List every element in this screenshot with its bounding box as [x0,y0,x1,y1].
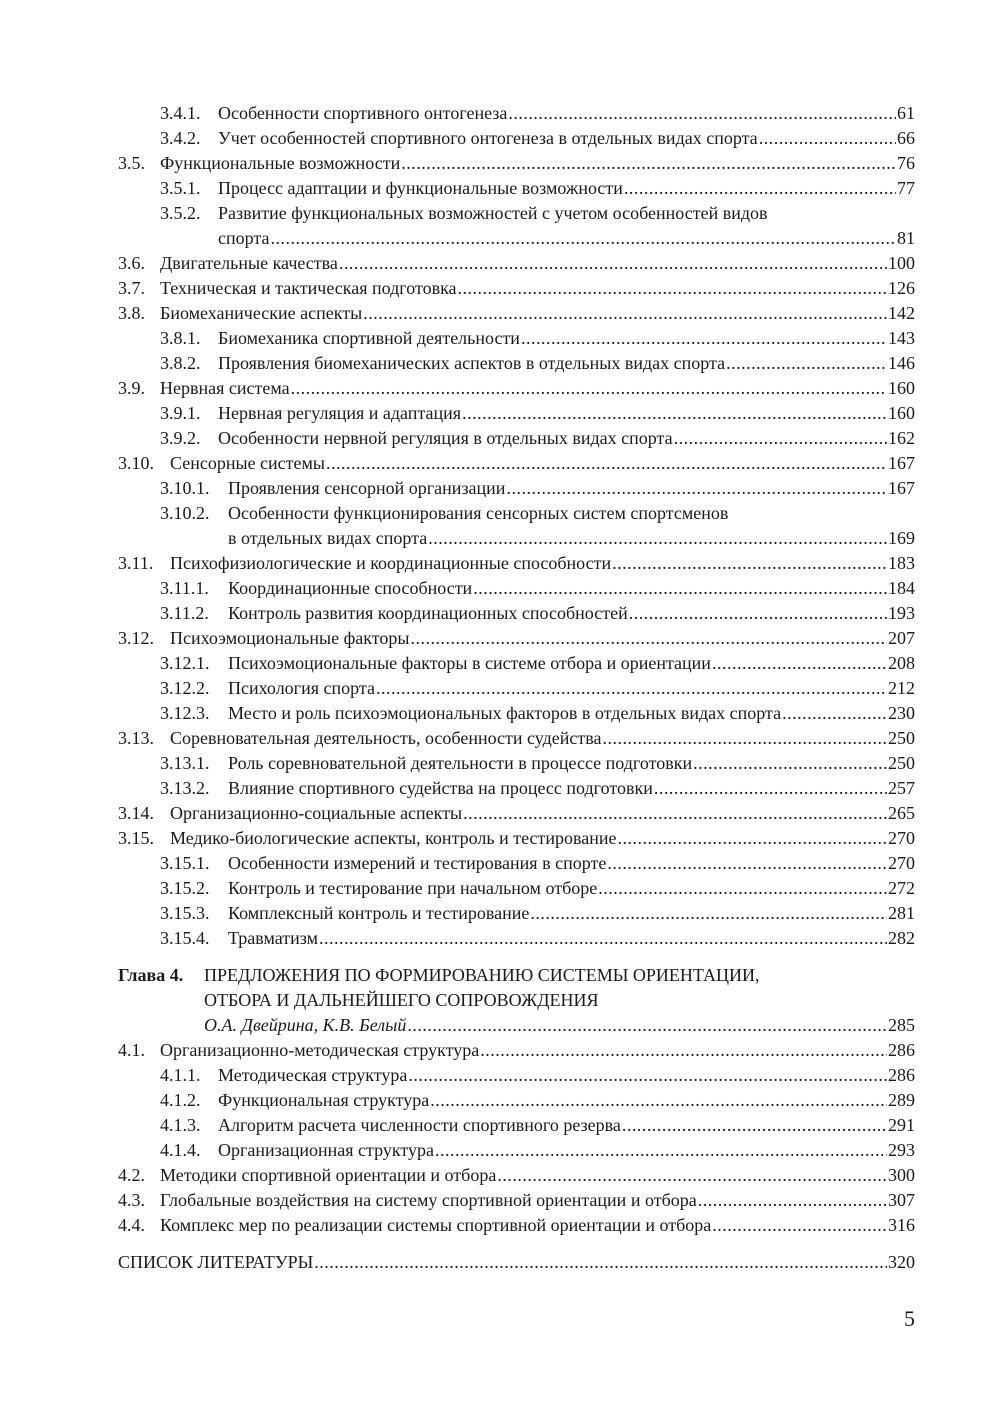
chapter-title-line: ПРЕДЛОЖЕНИЯ ПО ФОРМИРОВАНИЮ СИСТЕМЫ ОРИЕНТАЦИИ, [204,965,760,985]
page-number: 143 [888,328,915,348]
entry-number: 3.5.2. [160,203,201,223]
toc-entry[interactable] [118,826,915,851]
page-number: 250 [888,728,915,748]
entry-number: 3.9. [118,378,145,398]
page-number: 286 [888,1040,915,1060]
dot-leader [782,701,887,726]
page-number: 265 [888,803,915,823]
page-number: 76 [897,153,915,173]
entry-title: Контроль развития координационных способностей [228,603,628,623]
page-number: 207 [888,628,915,648]
entry-title: Особенности нервной регуляция в отдельных видах спорта [218,428,673,448]
toc-entry[interactable] [118,1188,915,1213]
entry-title: Психоэмоциональные факторы [170,628,410,648]
entry-number: 3.9.1. [160,403,201,423]
toc-entry[interactable] [118,1113,915,1138]
page-number: 230 [888,703,915,723]
page-number: 270 [888,853,915,873]
dot-leader [530,901,887,926]
entry-title: Влияние спортивного судейства на процесс подготовки [228,778,653,798]
entry-number: 4.1.4. [160,1140,201,1160]
toc-entry[interactable] [118,901,915,926]
entry-title: Место и роль психоэмоциональных факторов в отдельных видах спорта [228,703,782,723]
page-number: 193 [888,603,915,623]
toc-entry[interactable] [118,726,915,751]
page-number: 289 [888,1090,915,1110]
dot-leader [712,1213,887,1238]
entry-title: Координационные способности [228,578,473,598]
entry-title: Комплекс мер по реализации системы спортивной ориентации и отбора [160,1215,712,1235]
entry-number: 3.10.1. [160,478,210,498]
page-number: 66 [897,128,915,148]
page-number: 212 [888,678,915,698]
toc-entry[interactable] [118,426,915,451]
dot-leader [612,551,887,576]
dot-leader [291,376,887,401]
page-number: 162 [888,428,915,448]
entry-title: Особенности функционирования сенсорных систем спортсменов [228,503,729,523]
entry-title: Роль соревновательной деятельности в процессе подготовки [228,753,693,773]
dot-leader [480,1038,887,1063]
entry-number: 3.13.1. [160,753,210,773]
entry-title: Техническая и тактическая подготовка [160,278,457,298]
dot-leader [376,676,887,701]
entry-number: 3.5. [118,153,145,173]
entry-title: Методики спортивной ориентации и отбора [160,1165,497,1185]
dot-leader [462,401,887,426]
page-number: 61 [897,103,915,123]
toc-entry[interactable] [118,476,915,501]
entry-number: 3.11. [118,553,154,573]
toc-entry[interactable] [118,1088,915,1113]
page-number: 208 [888,653,915,673]
entry-title: Травматизм [228,928,319,948]
toc-entry[interactable] [118,276,915,301]
toc-entry[interactable] [118,1213,915,1238]
entry-number: 4.4. [118,1215,145,1235]
toc-entry[interactable] [118,601,915,626]
toc-entry[interactable] [118,1063,915,1088]
toc-entry[interactable] [118,351,915,376]
chapter-number: Глава 4. [118,965,184,985]
entry-number: 4.1.2. [160,1090,201,1110]
entry-number: 3.10.2. [160,503,210,523]
dot-leader [270,226,896,251]
toc-chapter-heading[interactable] [118,963,915,988]
entry-number: 3.13.2. [160,778,210,798]
toc-entry[interactable] [118,326,915,351]
toc-entry[interactable] [118,126,915,151]
entry-title: Организационно-социальные аспекты [170,803,463,823]
dot-leader [326,451,887,476]
toc-entry-continuation[interactable] [118,226,915,251]
toc-entry[interactable] [118,201,915,226]
entry-number: 3.15. [118,828,154,848]
dot-leader [698,1188,887,1213]
dot-leader [430,1088,887,1113]
toc-entry[interactable] [118,151,915,176]
page-number: 77 [897,178,915,198]
dot-leader [521,326,887,351]
entry-title: Проявления сенсорной организации [228,478,506,498]
entry-title: Организационная структура [218,1140,434,1160]
toc-entry[interactable] [118,926,915,951]
toc-entry[interactable] [118,301,915,326]
page-number: 126 [888,278,915,298]
entry-title: Функциональные возможности [160,153,401,173]
toc-entry[interactable] [118,501,915,526]
dot-leader [607,851,887,876]
page-number: 270 [888,828,915,848]
toc-entry[interactable] [118,401,915,426]
toc-entry[interactable] [118,626,915,651]
entry-title: Медико-биологические аспекты, контроль и тестирование [170,828,617,848]
dot-leader [314,1250,887,1275]
page-number: 272 [888,878,915,898]
entry-title: Нервная система [160,378,290,398]
entry-number: 3.11.2. [160,603,209,623]
toc-entry[interactable] [118,251,915,276]
entry-title: Особенности измерений и тестирования в спорте [228,853,607,873]
toc-entry[interactable] [118,1038,915,1063]
toc-entry-references[interactable] [118,1250,915,1275]
page-number: 160 [888,403,915,423]
page-number: 281 [888,903,915,923]
page-number: 183 [888,553,915,573]
entry-number: 3.12.2. [160,678,210,698]
toc-entry[interactable] [118,801,915,826]
entry-title: Алгоритм расчета численности спортивного резерва [218,1115,621,1135]
entry-number: 3.15.1. [160,853,210,873]
page-number: 167 [888,478,915,498]
page-number: 250 [888,753,915,773]
page-number: 286 [888,1065,915,1085]
dot-leader [629,601,887,626]
table-of-contents [118,101,915,1275]
entry-title: Нервная регуляция и адаптация [218,403,462,423]
toc-entry[interactable] [118,701,915,726]
entry-title: Соревновательная деятельность, особенности судейства [170,728,602,748]
page-number: 169 [888,528,915,548]
entry-number: 4.1. [118,1040,145,1060]
toc-entry[interactable] [118,851,915,876]
entry-number: 3.12. [118,628,154,648]
chapter-authors: О.А. Двейрина, К.В. Белый [204,1015,407,1035]
entry-number: 3.15.3. [160,903,210,923]
toc-chapter-authors[interactable] [118,1013,915,1038]
toc-entry[interactable] [118,751,915,776]
entry-number: 3.8.2. [160,353,201,373]
entry-number: 3.14. [118,803,154,823]
toc-entry[interactable] [118,676,915,701]
toc-entry[interactable] [118,451,915,476]
dot-leader [473,576,887,601]
page-number: 184 [888,578,915,598]
dot-leader [428,526,887,551]
toc-entry-continuation[interactable] [118,526,915,551]
entry-title: Проявления биомеханических аспектов в отдельных видах спорта [218,353,726,373]
page-number: 146 [888,353,915,373]
page-number: 167 [888,453,915,473]
toc-entry[interactable] [118,1138,915,1163]
entry-number: 4.1.3. [160,1115,201,1135]
entry-number: 3.5.1. [160,178,201,198]
entry-title-cont: спорта [218,228,270,248]
dot-leader [726,351,887,376]
dot-leader [618,826,887,851]
entry-number: 4.3. [118,1190,145,1210]
page-number: 320 [888,1252,915,1272]
entry-title-cont: в отдельных видах спорта [228,528,428,548]
dot-leader [363,301,887,326]
entry-title: Особенности спортивного онтогенеза [218,103,508,123]
entry-title: Психофизиологические и координационные способности [170,553,612,573]
dot-leader [463,801,887,826]
dot-leader [603,726,887,751]
entry-title: Функциональная структура [218,1090,430,1110]
dot-leader [497,1163,887,1188]
toc-chapter3-section [118,101,915,951]
dot-leader [319,926,887,951]
page-number: 160 [888,378,915,398]
toc-entry[interactable] [118,1163,915,1188]
dot-leader [598,876,887,901]
entry-number: 3.4.1. [160,103,201,123]
entry-number: 3.11.1. [160,578,209,598]
entry-number: 3.13. [118,728,154,748]
page-number: 257 [888,778,915,798]
toc-entry[interactable] [118,651,915,676]
dot-leader [435,1138,887,1163]
page-number: 293 [888,1140,915,1160]
dot-leader [759,126,896,151]
entry-number: 3.4.2. [160,128,201,148]
entry-title: Процесс адаптации и функциональные возможности [218,178,623,198]
chapter-title-line: ОТБОРА И ДАЛЬНЕЙШЕГО СОПРОВОЖДЕНИЯ [204,990,599,1010]
entry-title: Контроль и тестирование при начальном отборе [228,878,598,898]
entry-number: 3.8. [118,303,145,323]
entry-title: Сенсорные системы [170,453,326,473]
toc-entry[interactable] [118,101,915,126]
entry-title: СПИСОК ЛИТЕРАТУРЫ [118,1252,314,1272]
page-number: 100 [888,253,915,273]
page-number: 282 [888,928,915,948]
entry-title: Методическая структура [218,1065,408,1085]
entry-title: Биомеханика спортивной деятельности [218,328,520,348]
entry-title: Двигательные качества [160,253,338,273]
entry-title: Психология спорта [228,678,375,698]
entry-title: Учет особенностей спортивного онтогенеза в отдельных видах спорта [218,128,758,148]
entry-number: 4.1.1. [160,1065,201,1085]
page-number: 142 [888,303,915,323]
dot-leader [712,651,887,676]
entry-number: 3.8.1. [160,328,201,348]
entry-title: Глобальные воздействия на систему спортивной ориентации и отбора [160,1190,697,1210]
dot-leader [622,1113,887,1138]
toc-entry[interactable] [118,776,915,801]
entry-title: Развитие функциональных возможностей с учетом особенностей видов [218,203,768,223]
entry-number: 3.9.2. [160,428,201,448]
toc-chapter-heading-cont [118,988,915,1013]
entry-title: Психоэмоциональные факторы в системе отбора и ориентации [228,653,711,673]
dot-leader [458,276,887,301]
entry-number: 3.15.4. [160,928,210,948]
toc-entry[interactable] [118,376,915,401]
toc-entry[interactable] [118,551,915,576]
entry-title: Организационно-методическая структура [160,1040,480,1060]
toc-chapter4-section [118,1038,915,1238]
dot-leader [339,251,887,276]
entry-title: Биомеханические аспекты [160,303,363,323]
dot-leader [506,476,887,501]
dot-leader [674,426,887,451]
entry-number: 4.2. [118,1165,145,1185]
entry-number: 3.15.2. [160,878,210,898]
page-number: 300 [888,1165,915,1185]
dot-leader [624,176,896,201]
page-number: 316 [888,1215,915,1235]
page-number: 285 [888,1015,915,1035]
entry-number: 3.6. [118,253,145,273]
dot-leader [508,101,896,126]
page-number: 291 [888,1115,915,1135]
toc-entry[interactable] [118,576,915,601]
toc-entry[interactable] [118,876,915,901]
dot-leader [407,1013,887,1038]
toc-entry[interactable] [118,176,915,201]
entry-number: 3.12.1. [160,653,210,673]
dot-leader [693,751,887,776]
page-number: 307 [888,1190,915,1210]
dot-leader [654,776,887,801]
entry-number: 3.7. [118,278,145,298]
dot-leader [401,151,896,176]
page-footer-number: 5 [904,1306,915,1331]
dot-leader [408,1063,887,1088]
page-number: 81 [897,228,915,248]
entry-number: 3.12.3. [160,703,210,723]
entry-title: Комплексный контроль и тестирование [228,903,530,923]
entry-number: 3.10. [118,453,154,473]
dot-leader [410,626,887,651]
